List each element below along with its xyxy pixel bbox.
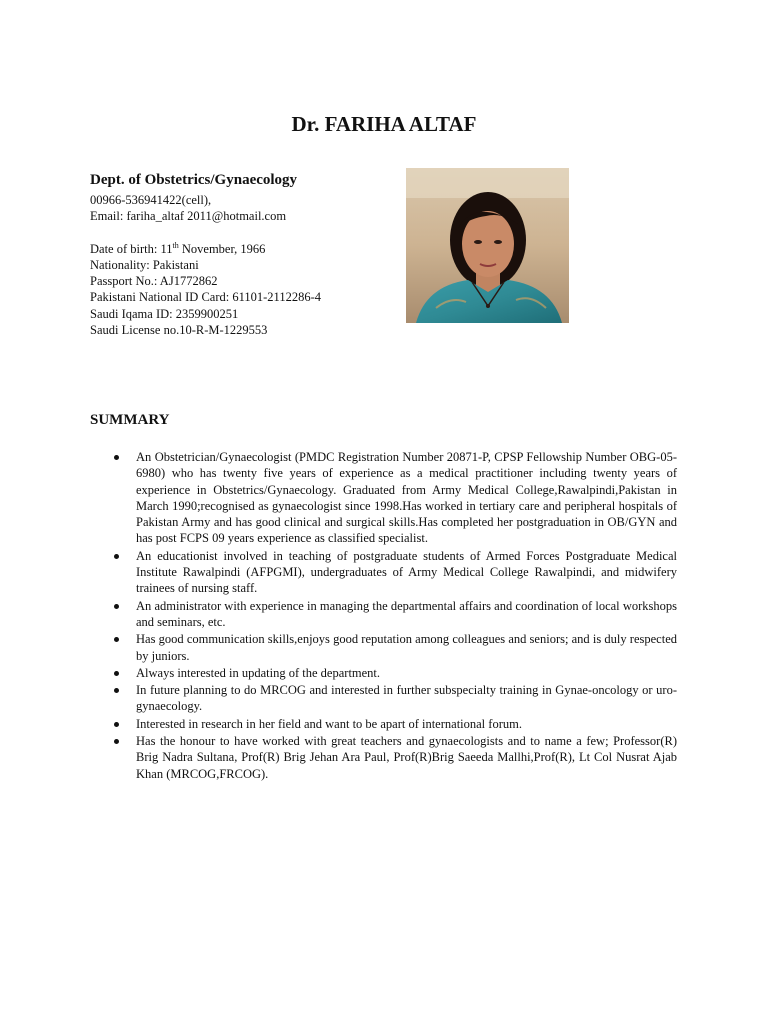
summary-heading: SUMMARY (90, 412, 170, 428)
bullet-icon (114, 739, 119, 744)
list-item-text: In future planning to do MRCOG and interested in further subspecialty training in Gynae-oncology or uro-gynaecology. (136, 683, 677, 714)
license-line: Saudi License no.10-R-M-1229553 (90, 323, 268, 338)
email-line: Email: fariha_altaf 2011@hotmail.com (90, 209, 287, 224)
iqama-line: Saudi Iqama ID: 2359900251 (90, 306, 239, 321)
list-item-text: An educationist involved in teaching of postgraduate students of Armed Forces Postgraduate Medical Institute Rawalpindi (AFPGMI), undergraduates of Army Medical College Rawalpindi, and midwifery trainees of nursing staff. (136, 548, 677, 596)
dob-superscript: th (172, 240, 179, 250)
contact-block (90, 170, 390, 338)
nationality-line: Nationality: Pakistani (90, 257, 199, 272)
doctor-name: Dr. FARIHA ALTAF (291, 112, 477, 136)
passport-line: Passport No.: AJ1772862 (90, 274, 218, 289)
national-id-line: Pakistani National ID Card: 61101-2112286-4 (90, 290, 321, 305)
portrait-image (406, 168, 569, 323)
list-item (112, 733, 677, 782)
bullet-icon (114, 554, 119, 559)
phone-line: 00966-536941422(cell), (90, 193, 212, 207)
list-item (112, 548, 677, 597)
list-item (112, 682, 677, 715)
list-item (112, 449, 677, 547)
list-item-text: Has the honour to have worked with great teachers and gynaecologists and to name a few; Professor(R) Brig Nadra Sultana, Prof(R) Brig Jehan Ara Paul, Prof(R)Brig Saeeda Mallhi,Prof(R), Lt Col Nusrat Ajab Khan (MRCOG,FRCOG). (136, 734, 677, 781)
bullet-icon (114, 455, 119, 460)
bullet-icon (114, 604, 119, 609)
bullet-icon (114, 671, 119, 676)
list-item-text: Interested in research in her field and want to be apart of international forum. (136, 716, 522, 731)
spacer (90, 225, 390, 241)
list-item (112, 665, 677, 681)
bullet-icon (114, 637, 119, 642)
list-item-text: Has good communication skills,enjoys good reputation among colleagues and seniors; and is duly respected by juniors. (136, 632, 677, 663)
dob-suffix: November, 1966 (178, 241, 266, 256)
list-item-text: Always interested in updating of the department. (136, 665, 381, 680)
list-item-text: An Obstetrician/Gynaecologist (PMDC Registration Number 20871-P, CPSP Fellowship Number OBG-05-6980) who has twenty five years of experience as a medical practitioner including twenty years of experience in Obstetrics/Gynaecology. Graduated from Army Medical College,Rawalpindi,Pakistan in March 1990;recognised as gynaecologist since 1998.Has worked in tertiary care and peripheral hospitals of Pakistan Army and has good clinical and surgical skills.Has completed her postgraduation in OB/GYN and has post FCPS 09 years experience as classified specialist. (136, 450, 677, 546)
dob-line (90, 241, 390, 257)
list-item (112, 598, 677, 631)
list-item (112, 716, 677, 732)
list-item (112, 631, 677, 664)
bullet-icon (114, 688, 119, 693)
dob-prefix: Date of birth: 11 (90, 241, 173, 256)
list-item-text: An administrator with experience in managing the departmental affairs and coordination of local workshops and seminars, etc. (136, 598, 677, 629)
department: Dept. of Obstetrics/Gynaecology (90, 172, 298, 188)
bullet-icon (114, 722, 119, 727)
profile-photo (406, 168, 569, 323)
summary-list (112, 449, 677, 783)
